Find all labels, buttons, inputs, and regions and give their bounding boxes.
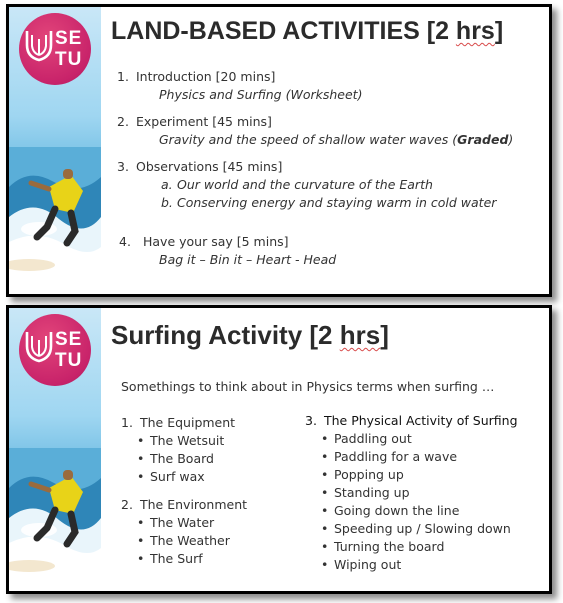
- list-item: • Wiping out: [321, 557, 402, 572]
- slide-land-based-activities: [6, 4, 552, 297]
- list-item: • Turning the board: [321, 539, 445, 554]
- list-item: 3. Observations [45 mins]: [117, 159, 283, 174]
- slide-surfing-activity: [6, 305, 552, 594]
- surfer-image: [9, 448, 101, 591]
- setu-logo: [19, 13, 91, 85]
- sub-item: b. Conserving energy and staying warm in cold water: [161, 195, 497, 210]
- logo-text-se: SE: [55, 329, 83, 350]
- surfer-image: [9, 147, 101, 294]
- list-item: 1. Introduction [20 mins]: [117, 69, 276, 84]
- list-item: • Going down the line: [321, 503, 460, 518]
- list-item: • Popping up: [321, 467, 404, 482]
- list-item: • The Wetsuit: [137, 433, 225, 448]
- sub-item: a. Our world and the curvature of the Earth: [161, 177, 433, 192]
- list-item: 4. Have your say [5 mins]: [119, 234, 289, 249]
- page-title: Surfing Activity [2 hrs]: [111, 320, 389, 350]
- surf-side-panel: [9, 308, 101, 591]
- list-item: • Paddling for a wave: [321, 449, 458, 464]
- item-detail: Gravity and the speed of shallow water waves (Graded): [159, 132, 514, 147]
- item-detail: Bag it – Bin it – Heart - Head: [159, 252, 337, 267]
- list-item: • The Water: [137, 515, 215, 530]
- logo-text-se: SE: [55, 28, 83, 49]
- section-heading: 1. The Equipment: [121, 415, 236, 430]
- logo-text-tu: TU: [55, 350, 83, 371]
- section-heading: 3. The Physical Activity of Surfing: [305, 413, 518, 428]
- list-item: 2. Experiment [45 mins]: [117, 114, 272, 129]
- item-detail: Physics and Surfing (Worksheet): [159, 87, 363, 102]
- wing-logo-icon: [23, 330, 55, 364]
- list-item: • The Board: [137, 451, 214, 466]
- intro-text: Somethings to think about in Physics terms when surfing …: [121, 379, 495, 394]
- section-heading: 2. The Environment: [121, 497, 248, 512]
- logo-text-tu: TU: [55, 49, 83, 70]
- list-item: • The Surf: [137, 551, 203, 566]
- wing-logo-icon: [23, 29, 55, 63]
- setu-logo: [19, 314, 91, 386]
- list-item: • The Weather: [137, 533, 230, 548]
- page-title: LAND-BASED ACTIVITIES [2 hrs]: [111, 17, 504, 45]
- list-item: • Speeding up / Slowing down: [321, 521, 511, 536]
- surf-side-panel: [9, 7, 101, 294]
- list-item: • Standing up: [321, 485, 410, 500]
- list-item: • Surf wax: [137, 469, 205, 484]
- list-item: • Paddling out: [321, 431, 412, 446]
